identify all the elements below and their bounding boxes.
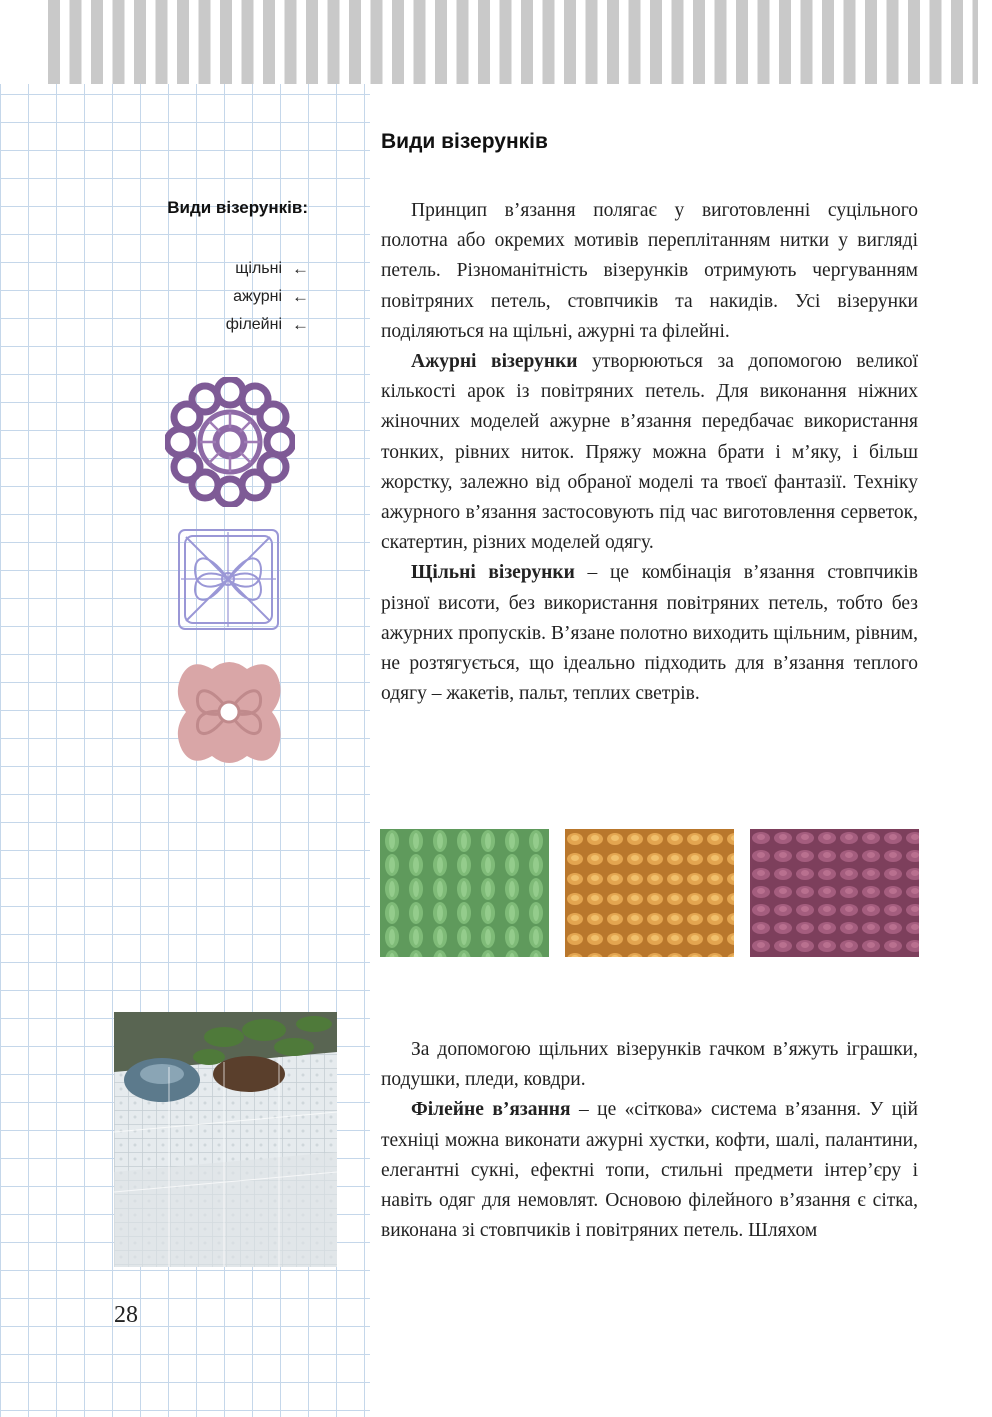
- crochet-flower-motif-image: [165, 377, 295, 507]
- sidebar-item-label: ажурні: [233, 288, 282, 305]
- paragraph: Ажурні візерунки утворюються за допомогою великої кількості арок із повітряних петель. Для виконання ніжних жіночних моделей ажурне в’язання передбачає використання тонких, рівних ниток. Пряжу можна брати і м’яку, і більш жорстку, залежно від обраної моделі та твоєї фантазії. Техніку ажурного в’язання застосовують під час виготовлення серветок, скатертин, різних моделей одягу.: [381, 351, 918, 554]
- body-text-block-2: [381, 1035, 918, 1246]
- bold-term: Філейне в’язання: [411, 1099, 571, 1121]
- sidebar-item-label: щільні: [235, 260, 282, 277]
- sidebar-item-label: філейні: [225, 316, 282, 333]
- purple-dense-swatch-image: [750, 829, 919, 957]
- paragraph: За допомогою щільних візерунків гачком в’яжуть іграшки, подушки, пледи, ковдри.: [381, 1039, 918, 1091]
- left-arrow-icon: ←: [292, 287, 309, 306]
- crochet-square-motif-image: [176, 527, 281, 632]
- top-stripe-band: [48, 0, 978, 84]
- left-arrow-icon: ←: [292, 259, 309, 278]
- sidebar-item-openwork: [150, 283, 308, 311]
- bold-term: Ажурні візерунки: [411, 351, 578, 373]
- paragraph: Принцип в’язання полягає у виготовленні суцільного полотна або окремих мотивів переплітанням нитки у вигляді петель. Різноманітність візерунків отримують чергуванням повітряних петель, стовпчиків та накидів. Усі візерунки поділяються на щільні, ажурні та філейні.: [381, 200, 918, 342]
- sidebar-title: Види візерунків:: [167, 198, 308, 217]
- section-heading: Види візерунків: [381, 130, 548, 153]
- left-arrow-icon: ←: [292, 315, 309, 334]
- page-number: 28: [114, 1302, 138, 1328]
- paragraph: Філейне в’язання – це «сіткова» система в’язання. У цій техніці можна виконати ажурні хустки, кофти, шалі, палантини, елегантні сукні, ефектні топи, стильні предмети інтер’єру і навіть одяг для немовлят. Основою філейного в’язання є сітка, виконана зі стовпчиків і повітряних петель. Шляхом: [381, 1099, 918, 1242]
- sidebar-item-filet: [150, 311, 308, 339]
- tablecloth-photo-image: [114, 1012, 337, 1267]
- body-text-block: [381, 196, 918, 709]
- paragraph: Щільні візерунки – це комбінація в’язання стовпчиків різної висоти, без використання повітряних петель, тобто без ажурних пропусків. В’язане полотно виходить щільним, рівним, не розтягується, що ідеально підходить для в’язання теплого одягу – жакетів, пальт, теплих светрів.: [381, 562, 918, 705]
- sidebar-list: [150, 255, 308, 339]
- bold-term: Щільні візерунки: [411, 562, 575, 584]
- orange-dense-swatch-image: [565, 829, 734, 957]
- green-dense-swatch-image: [380, 829, 549, 957]
- sidebar-item-dense: [150, 255, 308, 283]
- crochet-pink-motif-image: [172, 655, 287, 770]
